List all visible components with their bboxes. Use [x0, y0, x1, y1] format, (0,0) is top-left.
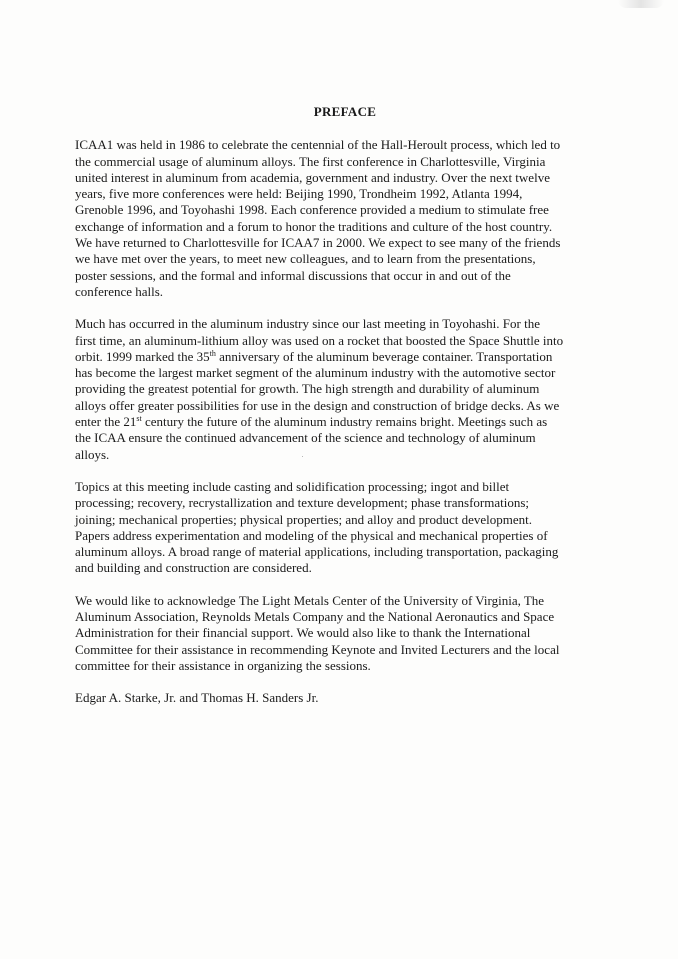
text-line: first time, an aluminum-lithium alloy was used on a rocket that boosted the Space Shuttle into: [75, 332, 564, 348]
text-line: united interest in aluminum from academia, government and industry. Over the next twelve: [75, 169, 550, 185]
preface-content: [75, 104, 615, 723]
text-line: We have returned to Charlottesville for ICAA7 in 2000. We expect to see many of the friends: [75, 235, 561, 251]
text-segment: anniversary of the aluminum beverage container. Transportation: [215, 348, 553, 364]
text-line: aluminum alloys. A broad range of material applications, including transportation, packaging: [75, 544, 559, 560]
paragraph-acknowledgements: [75, 593, 615, 674]
text-line: Administration for their financial support. We would also like to thank the International: [75, 625, 531, 641]
text-line: ICAA1 was held in 1986 to celebrate the centennial of the Hall-Heroult process, which led to: [75, 137, 561, 153]
ordinal-superscript: th: [209, 348, 216, 358]
text-line: Aluminum Association, Reynolds Metals Company and the National Aeronautics and Space: [75, 609, 555, 625]
ordinal-superscript: st: [136, 414, 142, 424]
text-line: Topics at this meeting include casting and solidification processing; ingot and billet: [75, 478, 510, 494]
text-line: poster sessions, and the formal and informal discussions that occur in and out of the: [75, 267, 511, 283]
text-line: [75, 349, 615, 365]
text-line: committee for their assistance in organizing the sessions.: [75, 657, 371, 673]
text-line: [75, 414, 615, 430]
scan-smudge: [618, 0, 664, 8]
page-title: PREFACE: [313, 104, 377, 119]
text-line: the ICAA ensure the continued advancement of the science and technology of aluminum: [75, 430, 536, 446]
text-line: conference halls.: [75, 283, 164, 299]
text-line: We would like to acknowledge The Light Metals Center of the University of Virginia, The: [75, 592, 545, 608]
text-segment: enter the 21: [75, 414, 137, 430]
text-line: Papers address experimentation and modeling of the physical and mechanical properties of: [75, 527, 548, 543]
text-segment: century the future of the aluminum industry remains bright. Meetings such as: [141, 414, 548, 430]
text-line: Grenoble 1996, and Toyohashi 1998. Each conference provided a medium to stimulate free: [75, 202, 549, 218]
text-line: Committee for their assistance in recommending Keynote and Invited Lecturers and the local: [75, 641, 560, 657]
text-line: providing the greatest potential for growth. The high strength and durability of aluminum: [75, 381, 540, 397]
text-line: the commercial usage of aluminum alloys. The first conference in Charlottesville, Virginia: [75, 153, 546, 169]
text-line: has become the largest market segment of the aluminum industry with the automotive sector: [75, 365, 556, 381]
text-line: exchange of information and a forum to honor the traditions and culture of the host country.: [75, 218, 553, 234]
text-line: joining; mechanical properties; physical properties; and alloy and product development.: [75, 511, 533, 527]
text-segment: orbit. 1999 marked the 35: [75, 348, 210, 364]
text-line: and building and construction are considered.: [75, 560, 312, 576]
text-line: we have met over the years, to meet new colleagues, and to learn from the presentations,: [75, 251, 536, 267]
text-line: alloys offer greater possibilities for use in the design and construction of bridge decks. As we: [75, 397, 560, 413]
paragraph-history: [75, 137, 615, 300]
paragraph-topics: [75, 479, 615, 577]
text-line: Much has occurred in the aluminum industry since our last meeting in Toyohashi. For the: [75, 316, 540, 332]
text-line: processing; recovery, recrystallization and texture development; phase transformations;: [75, 495, 529, 511]
signature: Edgar A. Starke, Jr. and Thomas H. Sanders Jr.: [75, 690, 319, 706]
paragraph-industry: [75, 316, 615, 463]
text-line: years, five more conferences were held: Beijing 1990, Trondheim 1992, Atlanta 1994,: [75, 186, 523, 202]
text-line: alloys.: [75, 446, 110, 462]
